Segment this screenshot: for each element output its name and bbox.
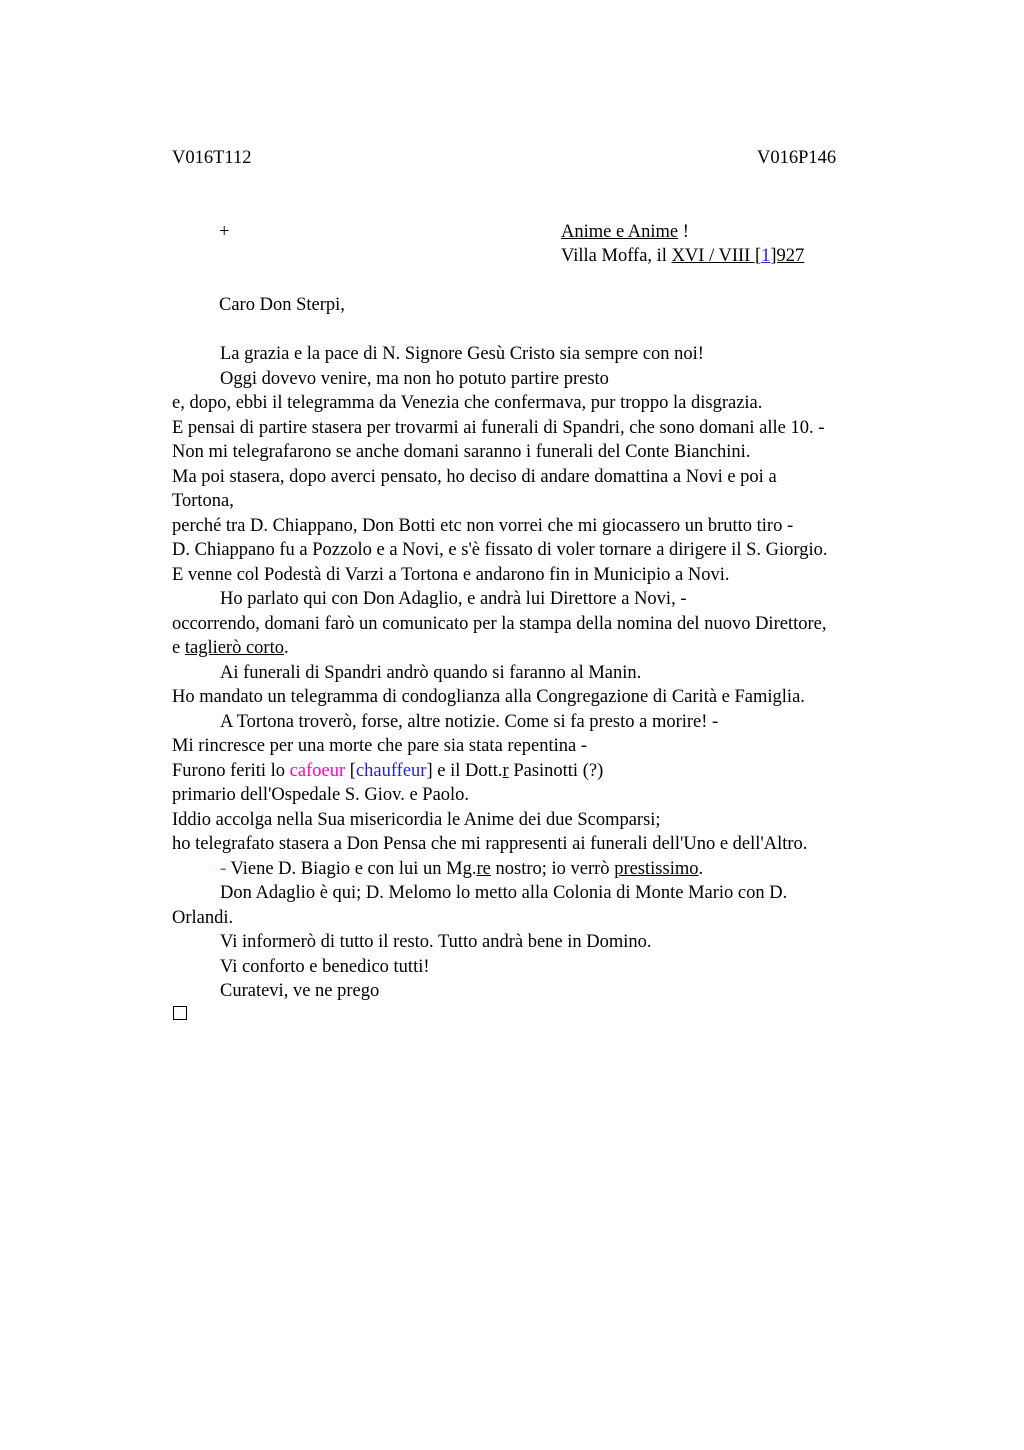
cross-symbol: + xyxy=(219,222,230,242)
body-line: La grazia e la pace di N. Signore Gesù Cristo sia sempre con noi! xyxy=(220,344,704,364)
text-span: Viene D. Biagio e con lui un Mg. xyxy=(226,858,477,879)
salutation: Caro Don Sterpi, xyxy=(219,295,345,315)
underlined-text: prestissimo xyxy=(614,858,699,879)
document-code-left: V016T112 xyxy=(172,148,252,168)
body-line: e, dopo, ebbi il telegramma da Venezia che confermava, pur troppo la disgrazia. xyxy=(172,393,763,413)
body-line xyxy=(172,759,912,784)
date-part-1: XVI / VIII [ xyxy=(671,246,762,266)
text-span: . xyxy=(283,638,289,658)
body-line: Iddio accolga nella Sua misericordia le Anime dei due Scomparsi; xyxy=(172,809,661,830)
body-line: Vi informerò di tutto il resto. Tutto andrà bene in Domino. xyxy=(220,932,652,952)
body-line: primario dell'Ospedale S. Giov. e Paolo. xyxy=(172,785,470,805)
text-span: ] e il Dott. xyxy=(426,760,503,781)
text-span: [ xyxy=(345,760,356,781)
body-line: Non mi telegrafarono se anche domani saranno i funerali del Conte Bianchini. xyxy=(172,442,751,462)
title-text: Anime e Anime xyxy=(561,222,679,242)
body-line: ho telegrafato stasera a Don Pensa che mi rappresenti ai funerali dell'Uno e dell'Altro. xyxy=(172,834,808,854)
date-part-2: ]927 xyxy=(770,246,805,266)
underlined-text: taglierò corto xyxy=(184,638,284,658)
body-line: Tortona, xyxy=(172,491,234,511)
pink-dash: - xyxy=(220,858,227,879)
text-span: e xyxy=(172,638,185,658)
place: Villa Moffa, il xyxy=(561,246,672,266)
body-line: E venne col Podestà di Varzi a Tortona e andarono fin in Municipio a Novi. xyxy=(172,564,730,585)
superscript-abbrev: re xyxy=(476,858,491,879)
document-code-right: V016P146 xyxy=(757,148,837,168)
letter-body xyxy=(172,342,912,1004)
body-line: Curatevi, ve ne prego xyxy=(220,981,380,1001)
body-line: Orlandi. xyxy=(172,907,234,928)
body-line: Don Adaglio è qui; D. Melomo lo metto alla Colonia di Monte Mario con D. xyxy=(220,883,788,903)
place-date xyxy=(561,244,804,268)
body-line: occorrendo, domani farò un comunicato per la stampa della nomina del nuovo Direttore, xyxy=(172,613,827,634)
letter-title xyxy=(561,220,689,244)
body-line: Ma poi stasera, dopo averci pensato, ho deciso di andare domattina a Novi e poi a xyxy=(172,466,777,487)
body-line: Ai funerali di Spandri andrò quando si faranno al Manin. xyxy=(220,662,642,683)
body-line: Ho parlato qui con Don Adaglio, e andrà lui Direttore a Novi, - xyxy=(220,589,687,609)
body-line: Ho mandato un telegramma di condoglianza alla Congregazione di Carità e Famiglia. xyxy=(172,687,805,707)
body-line: Vi conforto e benedico tutti! xyxy=(220,956,430,977)
body-line: Mi rincresce per una morte che pare sia stata repentina - xyxy=(172,736,588,756)
title-suffix: ! xyxy=(678,222,689,242)
body-line xyxy=(172,857,912,882)
text-span: Pasinotti (?) xyxy=(508,760,604,781)
text-span: . xyxy=(698,858,704,879)
superscript-abbrev: r xyxy=(502,760,509,781)
body-line: A Tortona troverò, forse, altre notizie. Come si fa presto a morire! - xyxy=(220,711,719,732)
body-line: E pensai di partire stasera per trovarmi ai funerali di Spandri, che sono domani alle 10. - xyxy=(172,417,825,438)
body-line xyxy=(172,636,912,661)
end-square-icon xyxy=(173,1006,187,1020)
text-span: nostro; io verrò xyxy=(490,858,615,879)
body-line: D. Chiappano fu a Pozzolo e a Novi, e s'è fissato di voler tornare a dirigere il S. Giorgio. xyxy=(172,540,828,560)
original-spelling: cafoeur xyxy=(289,760,346,781)
text-span: Furono feriti lo xyxy=(172,760,290,781)
date-bracket-digit: 1 xyxy=(761,246,771,266)
body-line: perché tra D. Chiappano, Don Botti etc non vorrei che mi giocassero un brutto tiro - xyxy=(172,515,794,536)
body-line: Oggi dovevo venire, ma non ho potuto partire presto xyxy=(220,368,609,389)
editorial-correction: chauffeur xyxy=(355,760,427,781)
